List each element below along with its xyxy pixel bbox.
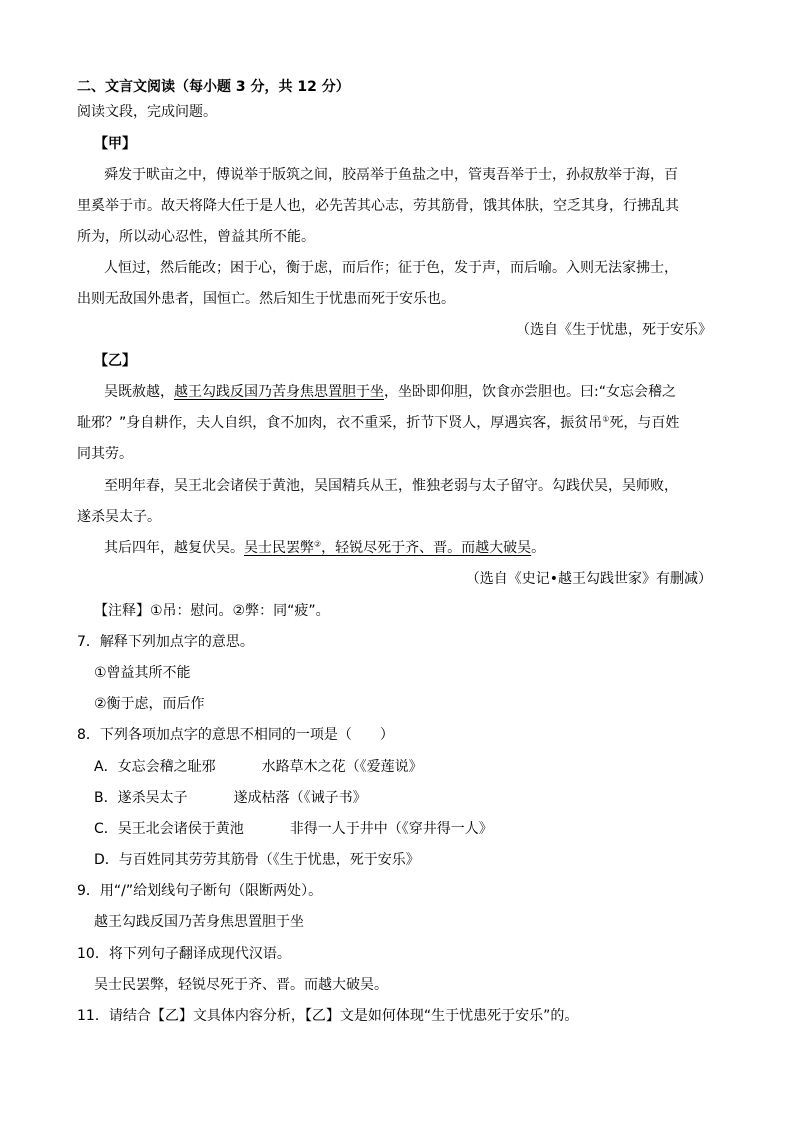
notes: 【注释】①吊：慰问。②弊：同“疲”。	[94, 603, 330, 619]
passage-yi-line	[104, 539, 545, 557]
question-8-option-b	[94, 789, 367, 807]
text: 耻邪？”身自耕作，夫人自织，食不加肉，衣不重采，折节下贤人，厚遇宾客，振贫吊	[77, 415, 603, 431]
question-9-text: 越王勾践反国乃苦身焦思置胆于坐	[94, 914, 304, 930]
question-8-option-a	[94, 758, 423, 776]
text: 吴既赦越，	[104, 384, 174, 400]
text: ，坐卧即仰胆，饮食亦尝胆也。曰:“女忘会稽之	[384, 384, 676, 400]
text: 吴士民罢弊	[244, 540, 314, 556]
passage-jia-line: 舜发于畎亩之中，傅说举于版筑之间，胶鬲举于鱼盐之中，管夷吾举于士，孙叔敖举于海，百	[104, 167, 678, 183]
question-7-item: ①曾益其所不能	[94, 665, 191, 681]
passage-yi-line: 至明年春，吴王北会诸侯于黄池，吴国精兵从王，惟独老弱与太子留守。勾践伏吴，吴师败，	[104, 478, 678, 494]
passage-yi-line	[77, 414, 679, 432]
option-text: B．遂杀吴太子	[94, 790, 188, 806]
passage-yi-source: （选自《史记•越王勾践世家》有删减）	[465, 571, 712, 587]
footnote-mark: ②	[314, 539, 322, 549]
section-title: 二、文言文阅读（每小题 3 分，共 12 分）	[77, 79, 350, 95]
text: ，轻锐尽死于齐、晋。而越大破吴	[321, 540, 532, 556]
passage-jia-source: （选自《生于忧患，死于安乐》	[516, 322, 712, 338]
option-text: 遂成枯落（《诫子书》	[233, 790, 367, 806]
passage-yi-line: 遂杀吴太子。	[77, 509, 161, 525]
question-10: 10．将下列句子翻译成现代汉语。	[77, 946, 291, 962]
underlined-sentence: 越王勾践反国乃苦身焦思置胆于坐	[174, 384, 384, 400]
question-10-text: 吴士民罢弊，轻锐尽死于齐、晋。而越大破吴。	[94, 977, 388, 993]
instruction: 阅读文段，完成问题。	[77, 104, 217, 120]
passage-jia-label: 【甲】	[94, 136, 136, 152]
passage-yi-line: 同其劳。	[77, 446, 133, 462]
passage-jia-line: 里奚举于市。故天将降大任于是人也，必先苦其心志，劳其筋骨，饿其体肤，空乏其身，行拂乱其	[77, 198, 679, 214]
question-9: 9．用“/”给划线句子断句（限断两处）。	[77, 883, 323, 899]
option-text: A．女忘会稽之耻邪	[94, 759, 216, 775]
passage-jia-line: 出则无敌国外患者，国恒亡。然后知生于忧患而死于安乐也。	[77, 291, 455, 307]
option-text: 水路草木之花（《爱莲说》	[261, 759, 423, 775]
question-8: 8．下列各项加点字的意思不相同的一项是（ ）	[77, 727, 394, 743]
passage-yi-label: 【乙】	[94, 353, 136, 369]
footnote-mark: ①	[602, 414, 610, 424]
text: 。	[531, 540, 546, 556]
passage-yi-line	[104, 383, 676, 401]
option-text: 非得一人于井中（《穿井得一人》	[289, 821, 493, 837]
question-7-item: ②衡于虑，而后作	[94, 696, 205, 712]
passage-jia-line: 所为，所以动心忍性，曾益其所不能。	[77, 229, 315, 245]
passage-jia-line: 人恒过，然后能改；困于心，衡于虑，而后作；征于色，发于声，而后喻。入则无法家拂士，	[104, 260, 678, 276]
option-text: C．吴王北会诸侯于黄池	[94, 821, 244, 837]
question-8-option-d: D．与百姓同其劳劳其筋骨（《生于忧患，死于安乐》	[94, 852, 420, 868]
question-11: 11．请结合【乙】文具体内容分析，【乙】文是如何体现“生于忧患死于安乐”的。	[77, 1008, 579, 1024]
question-8-option-c	[94, 820, 493, 838]
text: 死，与百姓	[609, 415, 680, 431]
question-7: 7．解释下列加点字的意思。	[77, 634, 254, 650]
text: 其后四年，越复伏吴。	[104, 540, 244, 556]
underlined-sentence	[244, 540, 531, 556]
